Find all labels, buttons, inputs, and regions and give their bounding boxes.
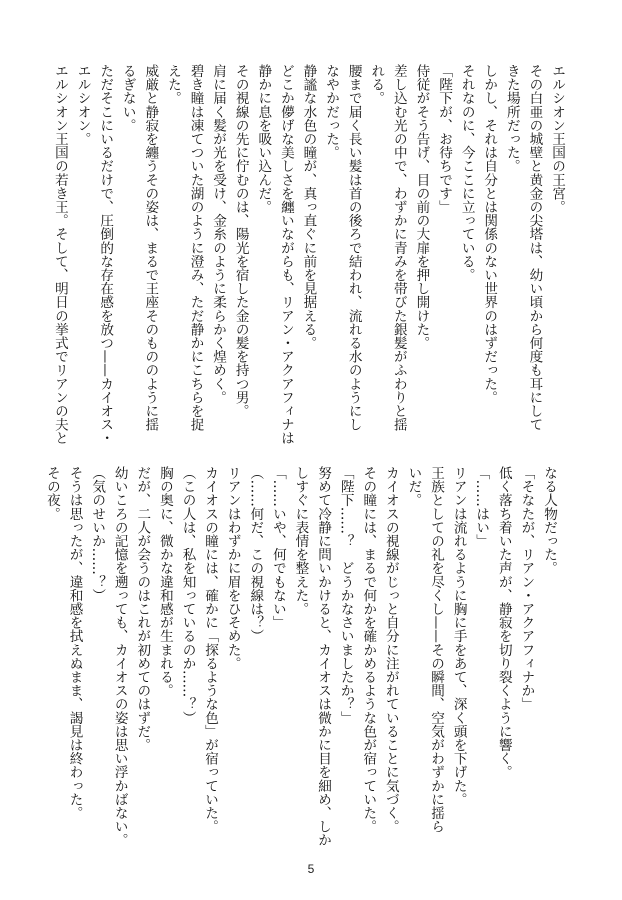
text-line: れる。 (368, 64, 385, 105)
text-line: その夜。 (43, 466, 60, 521)
text-line: そうは思ったが、違和感を拭えぬまま、謁見は終わった。 (66, 466, 83, 820)
text-column-bottom (43, 466, 560, 847)
page-number: 5 (307, 862, 315, 876)
text-line: 静謐な水色の瞳が、真っ直ぐに前を見据える。 (300, 64, 317, 350)
text-line: 低く落ち着いた声が、静寂を切り裂くように響く。 (495, 466, 512, 779)
text-line: しすぐに表情を整えた。 (292, 466, 309, 616)
text-line: えた。 (164, 64, 181, 105)
text-line: カイオスの瞳には、確かに「探るような色」が宿っていた。 (202, 466, 219, 834)
text-line: エルシオン。 (74, 64, 91, 146)
text-line: カイオスの視線がじっと自分に注がれていることに気づく。 (382, 466, 399, 834)
text-line: ただそこにいるだけで、圧倒的な存在感を放つ——カイオス・ (97, 64, 114, 445)
text-line: その瞳には、まるで何かを確かめるような色が宿っていた。 (360, 466, 377, 834)
text-line: 胸の奥に、微かな違和感が生まれる。 (156, 466, 173, 698)
text-line: 「陛下……？ どうかなさいましたか？」 (337, 466, 354, 725)
text-column-top (51, 64, 568, 445)
text-line: 碧き瞳は凍てついた湖のように澄み、ただ静かにこちらを捉 (187, 64, 204, 432)
text-line: 王族としての礼を尽くし——その瞬間、空気がわずかに揺ら (428, 466, 445, 834)
text-line: きた場所だった。 (503, 64, 520, 173)
text-line: その視線の先に佇むのは、陽光を宿した金の髪を持つ男。 (232, 64, 249, 418)
text-line: 「そなたが、リアン・アクアフィナか」 (518, 466, 535, 711)
text-line: なる人物だった。 (541, 466, 557, 575)
text-line: リアンはわずかに眉をひそめた。 (224, 466, 241, 670)
text-line: （この人は、私を知っているのか……？） (179, 466, 196, 725)
text-line: その白亜の城壁と黄金の尖塔は、幼い頃から何度も耳にして (526, 64, 543, 432)
text-line: 腰まで届く長い髪は首の後ろで結われ、流れる水のようにし (345, 64, 362, 432)
text-line: 「陛下が、お待ちです」 (436, 64, 453, 214)
text-line: だが、二人が会うのはこれが初めてのはずだ。 (134, 466, 151, 752)
text-line: しかし、それは自分とは関係のない世界のはずだった。 (481, 64, 498, 404)
text-line: 威厳と静寂を纏うその姿は、まるで王座そのもののように揺 (142, 64, 159, 432)
text-line: それなのに、今ここに立っている。 (458, 64, 475, 282)
text-line: 差し込む光の中で、わずかに青みを帯びた銀髪がふわりと揺 (390, 64, 407, 432)
text-line: なやかだった。 (323, 64, 340, 160)
text-line: 肩に届く髪が光を受け、金糸のように柔らかく煌めく。 (210, 64, 227, 404)
text-line: 努めて冷静に問いかけると、カイオスは微かに目を細め、しか (315, 466, 332, 847)
text-line: 「……はい」 (473, 466, 490, 548)
text-line: エルシオン王国の若き王。そして、明日の挙式でリアンの夫と (51, 64, 68, 445)
text-line: 「……いや、何でもない」 (269, 466, 286, 630)
text-line: リアンは流れるように胸に手をあて、深く頭を下げた。 (450, 466, 467, 806)
text-line: 侍従がそう告げ、目の前の大扉を押し開けた。 (413, 64, 430, 350)
text-line: エルシオン王国の王宮。 (549, 64, 565, 214)
text-line: いだ。 (405, 466, 422, 507)
text-line: るぎない。 (119, 64, 136, 132)
text-line: 静かに息を吸い込んだ。 (255, 64, 272, 214)
text-line: （……何だ、この視線は？） (247, 466, 264, 643)
text-line: （気のせいか……？） (89, 466, 106, 602)
text-line: どこか儚げな美しさを纏いながらも、リアン・アクアフィナは (277, 64, 294, 445)
text-line: 幼いころの記憶を遡っても、カイオスの姿は思い浮かばない。 (111, 466, 128, 847)
